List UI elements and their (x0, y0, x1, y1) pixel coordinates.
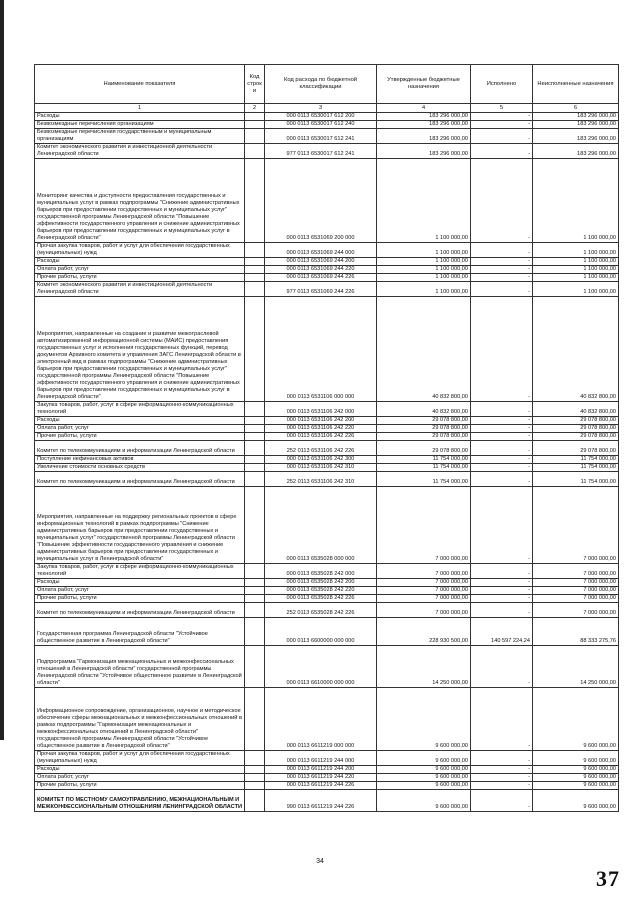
row-approved: 9 600 000,00 (377, 782, 471, 790)
row-executed: - (471, 751, 533, 766)
table-row (35, 266, 619, 274)
row-name: Безвозмездные перечисления государственным и муниципальным организациям (35, 129, 245, 144)
row-remaining: 11 754 000,00 (533, 464, 619, 472)
table-row (35, 282, 619, 297)
header-name: Наименование показателя (35, 65, 245, 104)
row-remaining: 9 600 000,00 (533, 782, 619, 790)
row-line-code (245, 297, 265, 402)
table-body (35, 113, 619, 812)
row-expense-code: 000 0113 6531106 242 310 (265, 464, 377, 472)
row-name: Безвозмездные перечисления организациям (35, 121, 245, 129)
row-expense-code: 000 0113 6531106 242 220 (265, 425, 377, 433)
table-row (35, 441, 619, 456)
row-executed: - (471, 417, 533, 425)
row-line-code (245, 282, 265, 297)
row-line-code (245, 456, 265, 464)
column-number: 6 (533, 104, 619, 113)
row-approved: 1 100 000,00 (377, 274, 471, 282)
row-expense-code: 000 0113 6600000 000 000 (265, 618, 377, 646)
row-remaining: 9 600 000,00 (533, 766, 619, 774)
row-approved: 183 296 000,00 (377, 121, 471, 129)
table-row (35, 121, 619, 129)
row-line-code (245, 595, 265, 603)
row-remaining: 9 600 000,00 (533, 751, 619, 766)
row-executed: - (471, 144, 533, 159)
row-name: Расходы (35, 113, 245, 121)
column-number: 5 (471, 104, 533, 113)
header-line-code: Код строк и (245, 65, 265, 104)
row-line-code (245, 646, 265, 688)
row-name: Комитет экономического развития и инвестиционной деятельности Ленинградской области (35, 282, 245, 297)
row-expense-code: 000 0113 6611219 244 200 (265, 766, 377, 774)
row-remaining: 29 078 800,00 (533, 441, 619, 456)
row-approved: 40 832 800,00 (377, 402, 471, 417)
row-name: Расходы (35, 766, 245, 774)
row-line-code (245, 487, 265, 564)
row-remaining: 1 100 000,00 (533, 159, 619, 243)
row-approved: 9 600 000,00 (377, 688, 471, 751)
row-remaining: 183 296 000,00 (533, 113, 619, 121)
row-approved: 9 600 000,00 (377, 790, 471, 812)
row-remaining: 9 600 000,00 (533, 790, 619, 812)
row-expense-code: 000 0113 6531069 244 220 (265, 266, 377, 274)
row-remaining: 1 100 000,00 (533, 243, 619, 258)
table-row (35, 587, 619, 595)
row-executed: - (471, 579, 533, 587)
table-row (35, 425, 619, 433)
row-name: Увеличение стоимости основных средств (35, 464, 245, 472)
row-expense-code: 000 0113 6531106 242 000 (265, 402, 377, 417)
row-executed: - (471, 129, 533, 144)
row-expense-code: 000 0113 6531069 244 000 (265, 243, 377, 258)
row-expense-code: 000 0113 6531069 244 226 (265, 274, 377, 282)
row-executed: - (471, 774, 533, 782)
row-line-code (245, 751, 265, 766)
row-approved: 9 600 000,00 (377, 751, 471, 766)
row-approved: 1 100 000,00 (377, 159, 471, 243)
row-remaining: 7 000 000,00 (533, 579, 619, 587)
row-line-code (245, 782, 265, 790)
row-line-code (245, 266, 265, 274)
row-line-code (245, 243, 265, 258)
row-expense-code: 000 0113 6530017 612 241 (265, 129, 377, 144)
table-row (35, 129, 619, 144)
row-expense-code: 252 0113 6535028 242 226 (265, 603, 377, 618)
row-approved: 29 078 800,00 (377, 433, 471, 441)
row-expense-code: 000 0113 6535028 242 226 (265, 595, 377, 603)
row-executed: - (471, 113, 533, 121)
row-name: Мероприятия, направленные на создание и развитие межотраслевой автоматизированной информационной системы (МАИС) предоставления государственных услуг и исполнения государственных функций, перевод документов Архивного комитета и управления ЗАГС Ленинградской области в электронный вид в рамках подпрограммы "Снижение административных барьеров при предоставлении государственных и муниципальных услуг" государственной программы Ленинградской области "Повышение эффективности государственного управления и снижение административных барьеров при предоставлении государственных и муниципальных услуг в Ленинградской области" (35, 297, 245, 402)
row-line-code (245, 433, 265, 441)
table-row (35, 113, 619, 121)
header-approved: Утвержденные бюджетные назначения (377, 65, 471, 104)
row-expense-code: 000 0113 6531069 200 000 (265, 159, 377, 243)
row-approved: 29 078 800,00 (377, 441, 471, 456)
row-approved: 1 100 000,00 (377, 266, 471, 274)
row-name: Прочие работы, услуги (35, 595, 245, 603)
row-executed: - (471, 766, 533, 774)
row-executed: - (471, 402, 533, 417)
table-row (35, 774, 619, 782)
row-line-code (245, 113, 265, 121)
row-remaining: 7 000 000,00 (533, 603, 619, 618)
table-row (35, 782, 619, 790)
row-approved: 9 600 000,00 (377, 766, 471, 774)
row-line-code (245, 688, 265, 751)
row-line-code (245, 579, 265, 587)
row-name: Информационное сопровождение, организационное, научное и методическое обеспечение сферы межнациональных и межконфессиональных отношений в рамках подпрограммы "Гармонизация межнациональных и межконфессиональных отношений в Ленинградской области" государственной программы Ленинградской области "Устойчивое общественное развитие в Ленинградской области" (35, 688, 245, 751)
row-expense-code: 000 0113 6535028 242 000 (265, 564, 377, 579)
row-line-code (245, 790, 265, 812)
table-row (35, 144, 619, 159)
table-row (35, 243, 619, 258)
row-line-code (245, 274, 265, 282)
row-approved: 11 754 000,00 (377, 456, 471, 464)
row-approved: 14 250 000,00 (377, 646, 471, 688)
row-expense-code: 000 0113 6530017 612 240 (265, 121, 377, 129)
table-row (35, 274, 619, 282)
row-executed: - (471, 258, 533, 266)
row-line-code (245, 129, 265, 144)
table-row (35, 790, 619, 812)
row-line-code (245, 464, 265, 472)
row-approved: 29 078 800,00 (377, 417, 471, 425)
row-line-code (245, 472, 265, 487)
row-executed: - (471, 266, 533, 274)
handwritten-sheet-number: 37 (596, 866, 620, 891)
row-name: Оплата работ, услуг (35, 425, 245, 433)
budget-execution-table (34, 64, 619, 812)
row-remaining: 183 296 000,00 (533, 121, 619, 129)
row-approved: 9 600 000,00 (377, 774, 471, 782)
row-remaining: 9 600 000,00 (533, 688, 619, 751)
row-remaining: 1 100 000,00 (533, 258, 619, 266)
row-remaining: 29 078 800,00 (533, 417, 619, 425)
row-name: Расходы (35, 417, 245, 425)
row-name: Прочие работы, услуги (35, 274, 245, 282)
row-executed: - (471, 464, 533, 472)
row-approved: 1 100 000,00 (377, 282, 471, 297)
row-expense-code: 000 0113 6535028 242 200 (265, 579, 377, 587)
row-name: Оплата работ, услуг (35, 266, 245, 274)
row-line-code (245, 441, 265, 456)
row-executed: - (471, 159, 533, 243)
row-line-code (245, 766, 265, 774)
row-approved: 1 100 000,00 (377, 258, 471, 266)
row-name: Комитет экономического развития и инвестиционной деятельности Ленинградской области (35, 144, 245, 159)
row-approved: 183 296 000,00 (377, 144, 471, 159)
row-line-code (245, 144, 265, 159)
row-name: КОМИТЕТ ПО МЕСТНОМУ САМОУПРАВЛЕНИЮ, МЕЖНАЦИОНАЛЬНЫМ И МЕЖКОНФЕССИОНАЛЬНЫМ ОТНОШЕНИЯМ ЛЕНИНГРАДСКОЙ ОБЛАСТИ (35, 790, 245, 812)
row-executed: - (471, 441, 533, 456)
scan-edge-bar (0, 0, 4, 740)
row-expense-code: 990 0113 6611219 244 226 (265, 790, 377, 812)
row-line-code (245, 603, 265, 618)
row-name: Подпрограмма "Гармонизация межнациональных и межконфессиональных отношений в Ленинградской области" государственной программы Ленинградской области "Устойчивое общественное развитие в Ленинградской области" (35, 646, 245, 688)
row-executed: - (471, 688, 533, 751)
row-name: Мероприятия, направленные на поддержку региональных проектов в сфере информационных технологий в рамках подпрограммы "Снижение административных барьеров при предоставлении государственных и муниципальных услуг" государственной программы Ленинградской области "Повышение эффективности государственного управления и снижение административных барьеров при предоставлении государственных и муниципальных услуг в Ленинградской области" (35, 487, 245, 564)
row-name: Комитет по телекоммуникациям и информатизации Ленинградской области (35, 441, 245, 456)
row-name: Государственная программа Ленинградской области "Устойчивое общественное развитие в Ленинградской области" (35, 618, 245, 646)
row-executed: - (471, 595, 533, 603)
row-remaining: 1 100 000,00 (533, 282, 619, 297)
row-name: Прочая закупка товаров, работ и услуг для обеспечения государственных (муниципальных) нужд (35, 243, 245, 258)
row-name: Оплата работ, услуг (35, 587, 245, 595)
row-executed: - (471, 564, 533, 579)
row-approved: 183 296 000,00 (377, 129, 471, 144)
row-name: Расходы (35, 258, 245, 266)
row-expense-code: 000 0113 6531106 242 300 (265, 456, 377, 464)
row-line-code (245, 564, 265, 579)
row-approved: 29 078 800,00 (377, 425, 471, 433)
table-row (35, 564, 619, 579)
row-line-code (245, 258, 265, 266)
row-line-code (245, 774, 265, 782)
table-row (35, 402, 619, 417)
row-executed: - (471, 782, 533, 790)
row-expense-code: 252 0113 6531106 242 226 (265, 441, 377, 456)
row-approved: 228 930 500,00 (377, 618, 471, 646)
row-remaining: 11 754 000,00 (533, 472, 619, 487)
row-remaining: 7 000 000,00 (533, 587, 619, 595)
table-row (35, 766, 619, 774)
row-remaining: 29 078 800,00 (533, 425, 619, 433)
row-expense-code: 000 0113 6611219 000 000 (265, 688, 377, 751)
row-name: Закупка товаров, работ, услуг в сфере информационно-коммуникационных технологий (35, 402, 245, 417)
column-number: 4 (377, 104, 471, 113)
column-number: 3 (265, 104, 377, 113)
row-executed: - (471, 472, 533, 487)
row-name: Расходы (35, 579, 245, 587)
row-name: Прочие работы, услуги (35, 782, 245, 790)
row-executed: - (471, 487, 533, 564)
row-approved: 7 000 000,00 (377, 487, 471, 564)
table-row (35, 417, 619, 425)
row-executed: - (471, 425, 533, 433)
row-approved: 183 296 000,00 (377, 113, 471, 121)
row-name: Комитет по телекоммуникациям и информатизации Ленинградской области (35, 472, 245, 487)
row-expense-code: 000 0113 6530017 612 200 (265, 113, 377, 121)
row-expense-code: 000 0113 6531106 242 226 (265, 433, 377, 441)
table-row (35, 751, 619, 766)
row-name: Комитет по телекоммуникациям и информатизации Ленинградской области (35, 603, 245, 618)
row-expense-code: 252 0113 6531106 242 310 (265, 472, 377, 487)
row-approved: 11 754 000,00 (377, 472, 471, 487)
row-expense-code: 000 0113 6535028 242 220 (265, 587, 377, 595)
table-row (35, 487, 619, 564)
table-row (35, 472, 619, 487)
row-name: Прочая закупка товаров, работ и услуг для обеспечения государственных (муниципальных) нужд (35, 751, 245, 766)
row-approved: 1 100 000,00 (377, 243, 471, 258)
row-expense-code: 977 0113 6530017 612 241 (265, 144, 377, 159)
row-executed: - (471, 433, 533, 441)
row-remaining: 1 100 000,00 (533, 274, 619, 282)
row-name: Прочие работы, услуги (35, 433, 245, 441)
row-line-code (245, 587, 265, 595)
row-executed: - (471, 790, 533, 812)
table-row (35, 433, 619, 441)
row-approved: 7 000 000,00 (377, 603, 471, 618)
table-row (35, 579, 619, 587)
row-remaining: 9 600 000,00 (533, 774, 619, 782)
row-remaining: 40 832 800,00 (533, 402, 619, 417)
row-expense-code: 000 0113 6611219 244 220 (265, 774, 377, 782)
table-header-row (35, 65, 619, 104)
row-line-code (245, 402, 265, 417)
row-remaining: 183 296 000,00 (533, 129, 619, 144)
row-approved: 7 000 000,00 (377, 587, 471, 595)
row-remaining: 11 754 000,00 (533, 456, 619, 464)
row-remaining: 1 100 000,00 (533, 266, 619, 274)
row-line-code (245, 121, 265, 129)
row-executed: - (471, 121, 533, 129)
row-executed: - (471, 243, 533, 258)
table-row (35, 258, 619, 266)
row-line-code (245, 417, 265, 425)
column-number: 2 (245, 104, 265, 113)
row-line-code (245, 618, 265, 646)
table-row (35, 456, 619, 464)
row-name: Оплата работ, услуг (35, 774, 245, 782)
table-row (35, 646, 619, 688)
header-expense-code: Код расхода по бюджетной классификации (265, 65, 377, 104)
row-expense-code: 000 0113 6531069 244 200 (265, 258, 377, 266)
row-expense-code: 000 0113 6531106 000 000 (265, 297, 377, 402)
row-executed: - (471, 456, 533, 464)
row-remaining: 7 000 000,00 (533, 564, 619, 579)
row-approved: 11 754 000,00 (377, 464, 471, 472)
column-number-row (35, 104, 619, 113)
column-number: 1 (35, 104, 245, 113)
row-approved: 40 832 800,00 (377, 297, 471, 402)
row-remaining: 7 000 000,00 (533, 595, 619, 603)
row-expense-code: 000 0113 6531106 242 200 (265, 417, 377, 425)
row-approved: 7 000 000,00 (377, 579, 471, 587)
row-expense-code: 000 0113 6611219 244 000 (265, 751, 377, 766)
row-remaining: 183 296 000,00 (533, 144, 619, 159)
page-number: 34 (316, 858, 324, 865)
row-executed: - (471, 587, 533, 595)
table-row (35, 297, 619, 402)
row-expense-code: 000 0113 6610000 000 000 (265, 646, 377, 688)
header-remaining: Неисполненные назначения (533, 65, 619, 104)
row-executed: - (471, 274, 533, 282)
row-executed: - (471, 603, 533, 618)
row-remaining: 88 333 275,76 (533, 618, 619, 646)
row-line-code (245, 425, 265, 433)
table-row (35, 159, 619, 243)
row-approved: 7 000 000,00 (377, 595, 471, 603)
row-executed: - (471, 282, 533, 297)
row-executed: - (471, 646, 533, 688)
row-remaining: 7 000 000,00 (533, 487, 619, 564)
table-row (35, 618, 619, 646)
row-expense-code: 000 0113 6611219 244 226 (265, 782, 377, 790)
table-row (35, 595, 619, 603)
row-approved: 7 000 000,00 (377, 564, 471, 579)
row-expense-code: 000 0113 6535028 000 000 (265, 487, 377, 564)
row-remaining: 29 078 800,00 (533, 433, 619, 441)
row-name: Мониторинг качества и доступности предоставления государственных и муниципальных услуг в рамках подпрограммы "Снижение административных барьеров при предоставлении государственных и муниципальных услуг" государственной программы Ленинградской области "Повышение эффективности государственного управления и снижение административных барьеров при предоставлении государственных и муниципальных услуг в Ленинградской области" (35, 159, 245, 243)
table-row (35, 603, 619, 618)
header-executed: Исполнено (471, 65, 533, 104)
row-name: Закупка товаров, работ, услуг в сфере информационно-коммуникационных технологий (35, 564, 245, 579)
row-remaining: 40 832 800,00 (533, 297, 619, 402)
table-row (35, 464, 619, 472)
row-expense-code: 977 0113 6531069 244 226 (265, 282, 377, 297)
row-name: Поступление нефинансовых активов (35, 456, 245, 464)
row-remaining: 14 250 000,00 (533, 646, 619, 688)
row-executed: 140 597 224,24 (471, 618, 533, 646)
row-executed: - (471, 297, 533, 402)
table-row (35, 688, 619, 751)
row-line-code (245, 159, 265, 243)
